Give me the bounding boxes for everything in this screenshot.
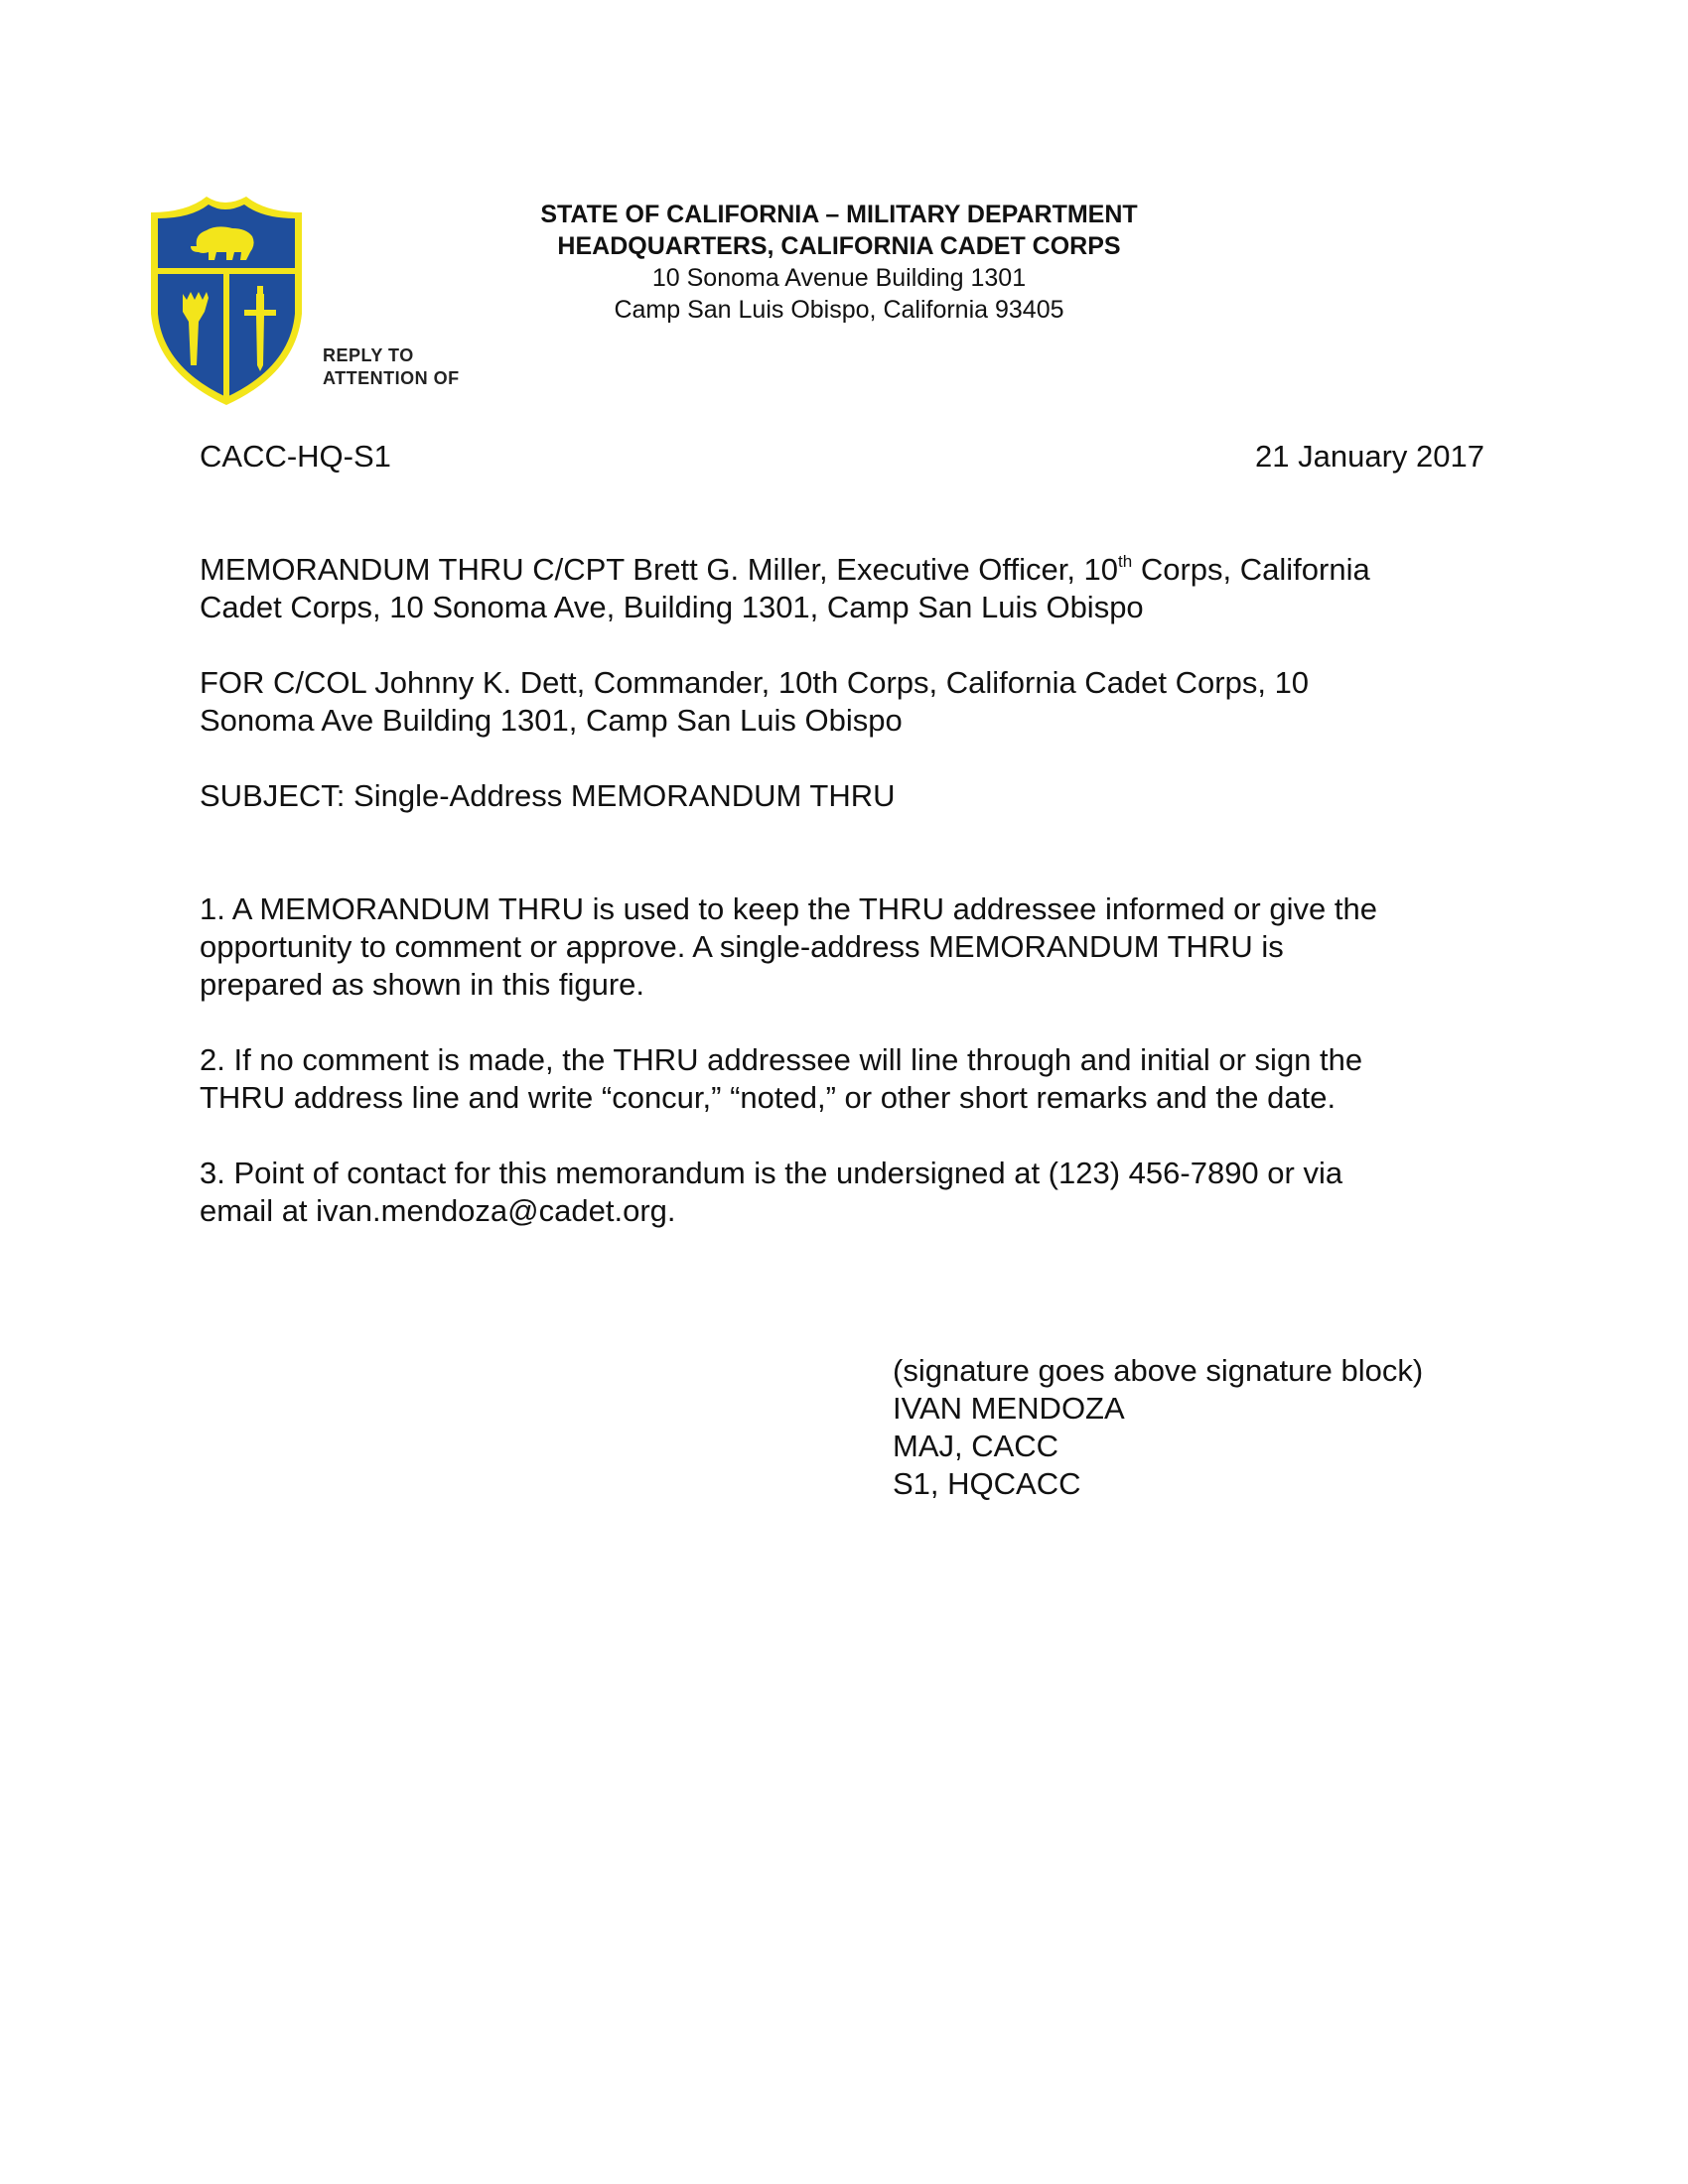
- letterhead-street-address: 10 Sonoma Avenue Building 1301: [651, 264, 1027, 292]
- letterhead-headquarters: HEADQUARTERS, CALIFORNIA CADET CORPS: [557, 232, 1121, 260]
- attention-of-line: ATTENTION OF: [323, 368, 460, 388]
- thru-text-b: Corps, California: [1132, 552, 1370, 587]
- shield-horizontal-bar: [158, 268, 295, 274]
- signer-rank: MAJ, CACC: [893, 1429, 1059, 1463]
- thru-line-1: [200, 551, 1500, 589]
- paragraph-line: 2. If no comment is made, the THRU addressee will line through and initial or sign the: [200, 1042, 1363, 1077]
- letterhead-department: STATE OF CALIFORNIA – MILITARY DEPARTMENT: [540, 201, 1138, 228]
- paragraph-line: 1. A MEMORANDUM THRU is used to keep the THRU addressee informed or give the: [200, 891, 1377, 926]
- memo-date: 21 January 2017: [1255, 439, 1484, 474]
- for-address: [200, 664, 1500, 740]
- reply-to-line: REPLY TO: [323, 345, 414, 365]
- paragraph-line: opportunity to comment or approve. A single-address MEMORANDUM THRU is: [200, 929, 1284, 964]
- ordinal-suffix: th: [1118, 552, 1133, 571]
- paragraph-line: email at ivan.mendoza@cadet.org.: [200, 1193, 676, 1228]
- subject-line: SUBJECT: Single-Address MEMORANDUM THRU: [200, 778, 896, 813]
- letterhead-city-address: Camp San Luis Obispo, California 93405: [614, 296, 1064, 324]
- paragraph-line: 3. Point of contact for this memorandum is the undersigned at (123) 456-7890 or via: [200, 1156, 1343, 1190]
- paragraph-line: THRU address line and write “concur,” “noted,” or other short remarks and the date.: [200, 1080, 1336, 1115]
- paragraph-3: [200, 1155, 1500, 1230]
- signer-title: S1, HQCACC: [893, 1466, 1081, 1501]
- shield-vertical-bar: [223, 274, 229, 399]
- paragraph-line: prepared as shown in this figure.: [200, 967, 645, 1002]
- thru-text-a: MEMORANDUM THRU C/CPT Brett G. Miller, Executive Officer, 10: [200, 552, 1119, 587]
- cadet-corps-shield-logo: [147, 195, 306, 407]
- paragraph-1: [200, 890, 1500, 1004]
- signature-block: [893, 1352, 1423, 1503]
- signature-note: (signature goes above signature block): [893, 1353, 1424, 1388]
- for-line-2: Sonoma Ave Building 1301, Camp San Luis Obispo: [200, 703, 903, 738]
- office-symbol: CACC-HQ-S1: [200, 439, 391, 474]
- signer-name: IVAN MENDOZA: [893, 1391, 1125, 1426]
- letterhead: [442, 199, 1236, 326]
- thru-line-2: Cadet Corps, 10 Sonoma Ave, Building 1301, Camp San Luis Obispo: [200, 590, 1144, 624]
- paragraph-2: [200, 1041, 1500, 1117]
- thru-address: [200, 551, 1500, 626]
- for-line-1: FOR C/COL Johnny K. Dett, Commander, 10th Corps, California Cadet Corps, 10: [200, 665, 1310, 700]
- reply-to-label: [323, 344, 460, 390]
